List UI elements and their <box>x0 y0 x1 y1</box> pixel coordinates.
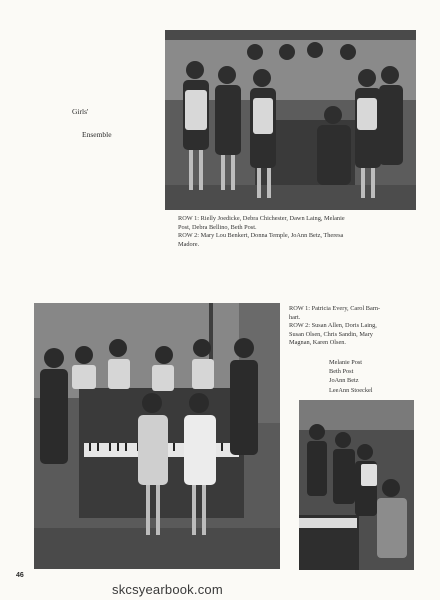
section-heading <box>72 106 112 140</box>
caption-top-line: Post, Debra Bellino, Beth Post. <box>178 223 257 231</box>
caption-middle-line: ROW 1: Patricia Every, Carol Barn- <box>289 305 381 312</box>
names-list-item: JoAnn Betz <box>329 377 359 385</box>
photo-top <box>165 30 416 210</box>
names-list <box>329 358 373 395</box>
caption-middle-line: Magnan, Karen Olsen. <box>289 339 347 347</box>
caption-top-line: ROW 1: Rielly Joedicke, Debra Chichester, Dawn Laing, Melanie <box>178 215 345 222</box>
caption-middle-line: hart. <box>289 313 301 321</box>
caption-middle <box>289 305 380 348</box>
photo-middle <box>34 303 280 569</box>
caption-top-line: ROW 2: Mary Lou Benkert, Donna Temple, JoAnn Betz, Theresa <box>178 232 344 240</box>
names-list-item: Melanie Post <box>329 359 363 366</box>
names-list-item: Beth Post <box>329 368 354 376</box>
page-number: 46 <box>16 572 24 579</box>
photo-top-image <box>165 30 416 210</box>
caption-middle-line: Susan Olsen, Chris Sandin, Mary <box>289 330 373 338</box>
heading-line-2: Ensemble <box>82 130 112 139</box>
photo-small <box>299 400 414 570</box>
caption-top <box>178 215 345 249</box>
photo-small-image <box>299 400 414 570</box>
photo-middle-image <box>34 303 280 569</box>
caption-middle-line: ROW 2: Susan Allen, Doris Laing, <box>289 322 377 330</box>
caption-top-line: Madore. <box>178 240 200 248</box>
site-watermark: skcsyearbook.com <box>112 582 223 597</box>
names-list-item: LeeAnn Stoeckel <box>329 386 373 394</box>
heading-line-1: Girls' <box>72 107 89 116</box>
